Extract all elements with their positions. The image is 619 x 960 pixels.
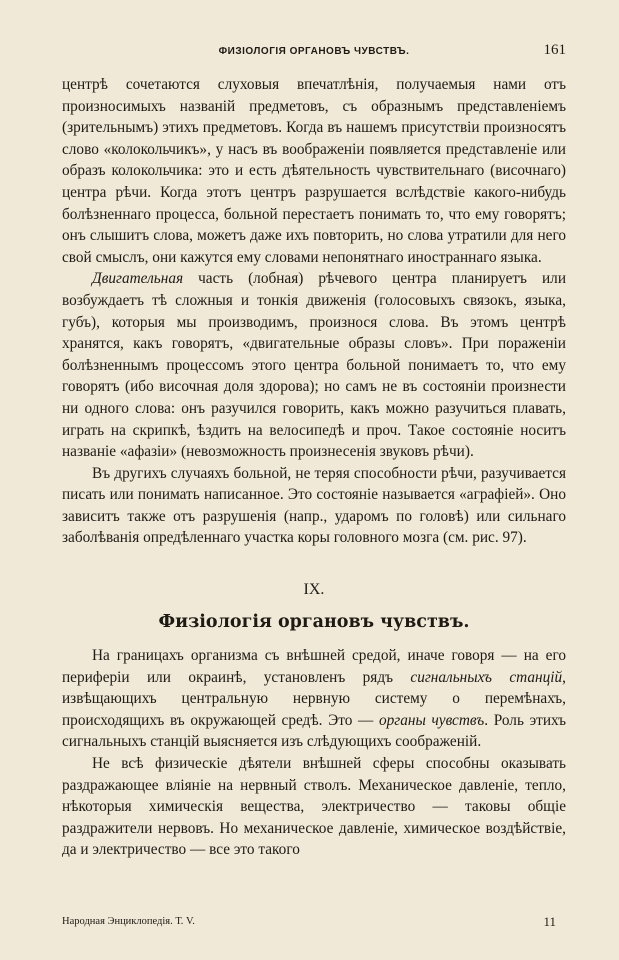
italic-term-signal-stations: сигнальныхъ станцій — [410, 668, 563, 686]
section-title: Физіологія органовъ чувствъ. — [158, 612, 470, 633]
italic-term-sense-organs: органы чувствъ — [378, 711, 485, 729]
page-footer — [62, 914, 566, 930]
signature-mark: 11 — [543, 914, 556, 929]
paragraph-continuation: центрѣ сочетаются слуховыя впечатлѣнія, получаемыя нами отъ произносимыхъ названій предметовъ, съ образнымъ представленіемъ (зрительнымъ) этихъ предметовъ. Когда въ нашемъ присутствіи произносятъ слово «колокольчикъ», у насъ въ воображеніи появляется представленіе или образъ колокольчика: это и есть дѣятельность чувствительнаго (височнаго) центра рѣчи. Когда этотъ центръ разрушается вслѣдствіе какого-нибудь болѣзненнаго процесса, больной перестаетъ понимать то, что ему говорятъ; онъ слышитъ слова, можетъ даже ихъ повторить, но слова утратили для него свой смыслъ, они кажутся ему словами непонятнаго иностраннаго языка. — [62, 76, 566, 266]
body-text — [62, 74, 566, 861]
section-number: IX. — [303, 581, 325, 599]
text-run: . Роль этихъ сигнальныхъ станцій выясняется изъ слѣдующихъ соображеній. — [62, 711, 566, 751]
paragraph-sense-organs — [62, 645, 566, 753]
paragraph-motor-center-text: часть (лобная) рѣчевого центра планируетъ или возбуждаетъ тѣ сложныя и тонкія движенія (голосовыхъ связокъ, языка, губъ), которыя мы производимъ, произнося слова. Въ этомъ центрѣ хранятся, какъ говорятъ, «двигательные образы словъ». При пораженіи болѣзненнымъ процессомъ этого центра больной понимаетъ то, что ему говорятъ (ибо височная доля здорова); но самъ не въ состояніи произнести ни одного слова: онъ разучился говорить, какъ можно разучиться плавать, играть на скрипкѣ, ѣздить на велосипедѣ и проч. Такое состояніе носитъ названіе «афазіи» (невозможность произнесенія звуковъ рѣчи). — [62, 270, 566, 461]
running-title: ФИЗІОЛОГІЯ ОРГАНОВЪ ЧУВСТВЪ. — [218, 46, 410, 57]
page-number: 161 — [543, 42, 566, 58]
paragraph-stimuli: Не всѣ физическіе дѣятели внѣшней сферы способны оказывать раздражающее вліяніе на нервный стволъ. Механическое давленіе, тепло, нѣкоторыя химическія вещества, электричество — таковы общіе раздражители нервовъ. Но механическое давленіе, химическое воздѣйствіе, да и электричество — все это такого — [62, 755, 566, 859]
text-run: На границахъ организма съ внѣшней средой, иначе говоря — на его периферіи или окраинѣ, установленъ рядъ — [62, 647, 566, 686]
running-header — [62, 42, 566, 60]
paragraph-motor-center — [62, 268, 566, 462]
paragraph-agraphia: Въ другихъ случаяхъ больной, не теряя способности рѣчи, разучивается писать или понимать написанное. Это состояніе называется «аграфіей». Оно зависитъ также отъ разрушенія (напр., ударомъ по головѣ) или сильнаго заболѣванія опредѣленнаго участка коры головного мозга (см. рис. 97). — [62, 464, 566, 547]
italic-term-motor: Двигательная — [92, 270, 184, 288]
footer-publication: Народная Энциклопедія. Т. V. — [62, 916, 195, 927]
text-run: , извѣщающихъ центральную нервную систему о перемѣнахъ, происходящихъ въ окружающей средѣ. Это — — [62, 668, 566, 729]
